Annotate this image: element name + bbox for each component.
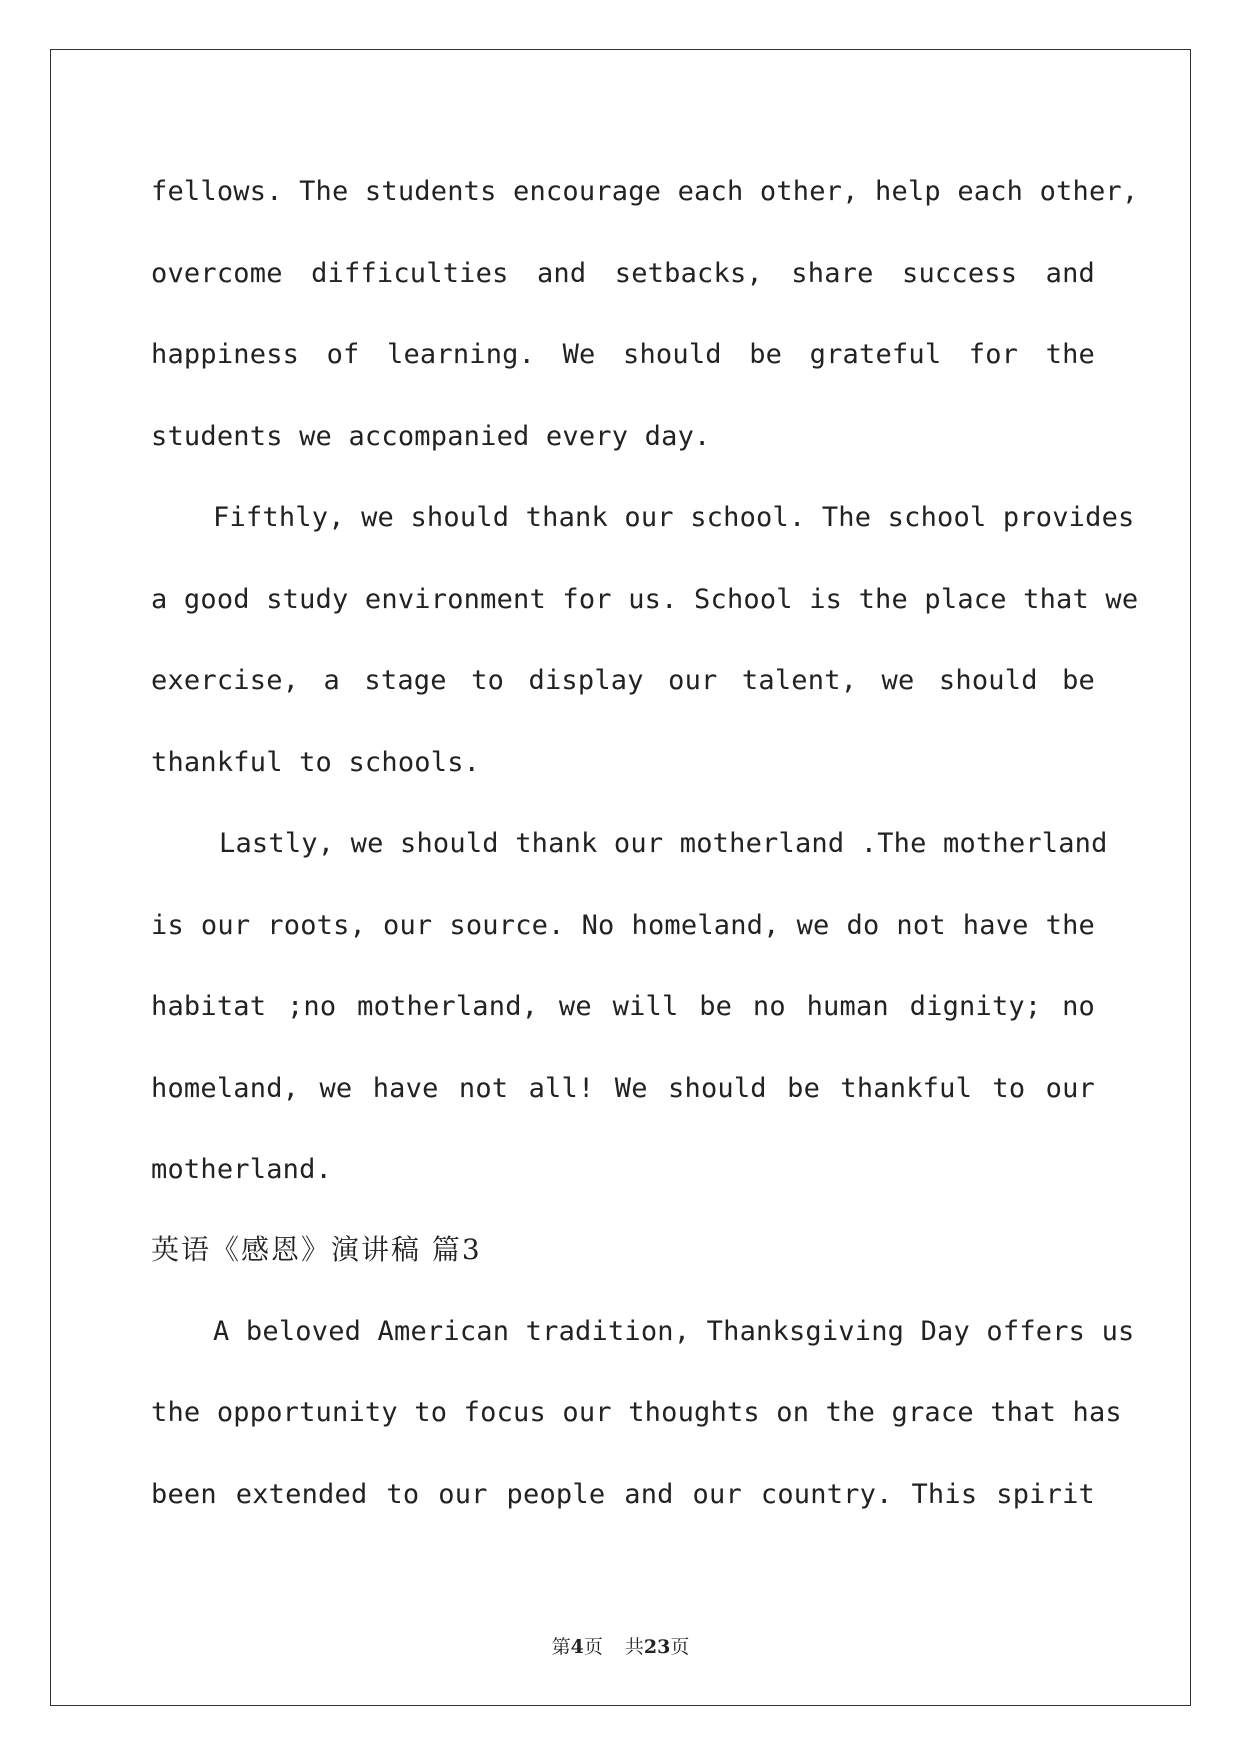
section-heading: 英语《感恩》演讲稿 篇3 <box>151 1232 482 1266</box>
text-line: the opportunity to focus our thoughts on the grace that has <box>151 1397 1122 1428</box>
text-line: students we accompanied every day. <box>151 420 711 452</box>
footer-page-suffix: 页 <box>583 1636 603 1658</box>
text-line: habitat ;no motherland, we will be no human dignity; no <box>151 991 1095 1022</box>
footer-total-pages: 23 <box>643 1636 671 1658</box>
page-footer <box>0 1632 1241 1659</box>
document-body <box>151 160 1139 1544</box>
text-line: exercise, a stage to display our talent, we should be <box>151 665 1095 696</box>
text-line: thankful to schools. <box>151 746 481 778</box>
text-line: motherland. <box>151 1154 333 1185</box>
paragraph-start: Fifthly, we should thank our school. The school provides <box>213 502 1135 533</box>
footer-page-number: 4 <box>570 1636 584 1658</box>
text-line: a good study environment for us. School is the place that we <box>151 583 1139 615</box>
paragraph-start: Lastly, we should thank our motherland .The motherland <box>219 828 1108 859</box>
text-line: happiness of learning. We should be grateful for the <box>151 339 1095 370</box>
text-line: is our roots, our source. No homeland, we do not have the <box>151 909 1095 941</box>
footer-total-suffix: 页 <box>670 1636 690 1658</box>
text-line: fellows. The students encourage each other, help each other, <box>151 176 1139 207</box>
text-line: been extended to our people and our country. This spirit <box>151 1478 1095 1510</box>
text-line: overcome difficulties and setbacks, share success and <box>151 257 1095 289</box>
text-line: homeland, we have not all! We should be thankful to our <box>151 1072 1095 1104</box>
footer-total-prefix: 共 <box>624 1636 644 1658</box>
footer-page-prefix: 第 <box>551 1636 571 1658</box>
paragraph-start: A beloved American tradition, Thanksgiving Day offers us <box>213 1315 1135 1347</box>
